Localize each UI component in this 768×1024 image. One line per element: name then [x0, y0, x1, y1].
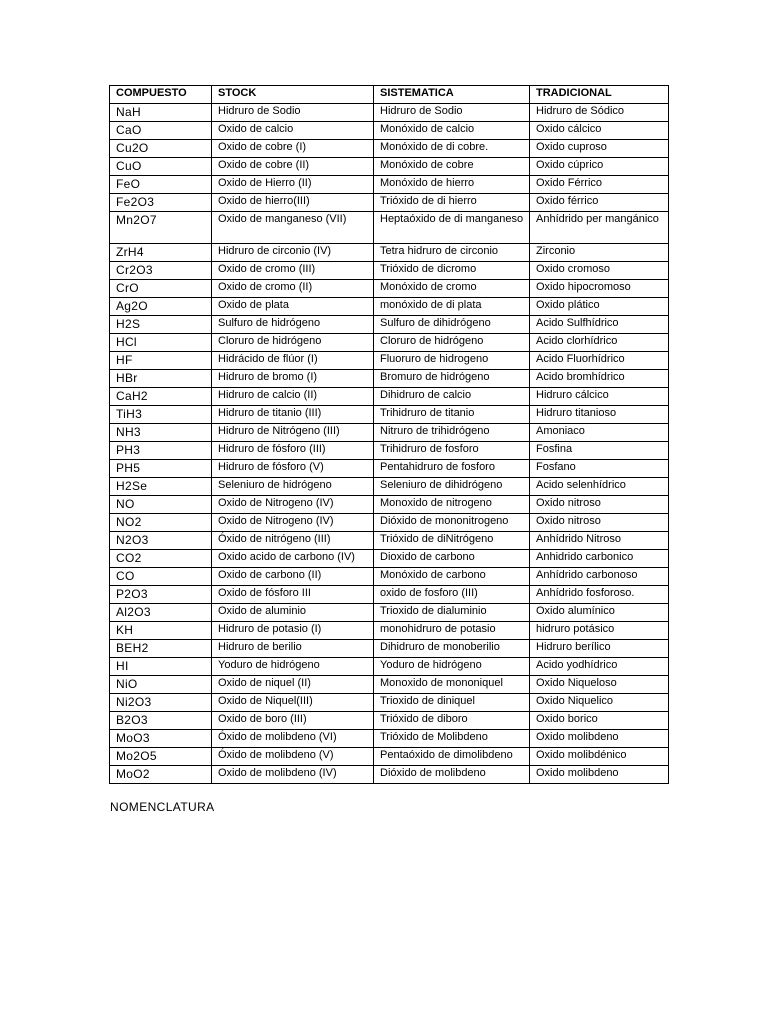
traditional-cell: Oxido molibdénico — [530, 748, 669, 766]
table-row — [110, 766, 669, 784]
traditional-cell: Zirconio — [530, 244, 669, 262]
table-row — [110, 550, 669, 568]
traditional-cell: Oxido hipocromoso — [530, 280, 669, 298]
table-row — [110, 194, 669, 212]
systematic-cell: Cloruro de hidrógeno — [374, 334, 530, 352]
stock-cell: Oxido de Niquel(III) — [212, 694, 374, 712]
systematic-cell: Dihidruro de monoberilio — [374, 640, 530, 658]
traditional-cell: Anhidrido carbonico — [530, 550, 669, 568]
table-row — [110, 568, 669, 586]
stock-cell: Oxido de molibdeno (IV) — [212, 766, 374, 784]
table-row — [110, 352, 669, 370]
table-row — [110, 712, 669, 730]
traditional-cell: Oxido cuproso — [530, 140, 669, 158]
header-compuesto: COMPUESTO — [110, 86, 212, 104]
traditional-cell: Oxido Niquelico — [530, 694, 669, 712]
stock-cell: Hidruro de fósforo (V) — [212, 460, 374, 478]
table-row — [110, 262, 669, 280]
table-row — [110, 604, 669, 622]
stock-cell: Oxido de plata — [212, 298, 374, 316]
nomenclature-table — [109, 85, 669, 784]
compound-cell: HI — [110, 658, 212, 676]
systematic-cell: Trióxido de Molibdeno — [374, 730, 530, 748]
systematic-cell: Monóxido de hierro — [374, 176, 530, 194]
traditional-cell: Anhídrido fosforoso. — [530, 586, 669, 604]
systematic-cell: Dihidruro de calcio — [374, 388, 530, 406]
stock-cell: Oxido de niquel (II) — [212, 676, 374, 694]
traditional-cell: Acido yodhídrico — [530, 658, 669, 676]
systematic-cell: Yoduro de hidrógeno — [374, 658, 530, 676]
stock-cell: Oxido de Hierro (II) — [212, 176, 374, 194]
compound-cell: PH5 — [110, 460, 212, 478]
systematic-cell: monóxido de di plata — [374, 298, 530, 316]
traditional-cell: Oxido cálcico — [530, 122, 669, 140]
compound-cell: Ni2O3 — [110, 694, 212, 712]
compound-cell: CaH2 — [110, 388, 212, 406]
compound-cell: FeO — [110, 176, 212, 194]
traditional-cell: Acido clorhídrico — [530, 334, 669, 352]
compound-cell: CO2 — [110, 550, 212, 568]
table-row — [110, 460, 669, 478]
systematic-cell: Bromuro de hidrógeno — [374, 370, 530, 388]
table-row — [110, 586, 669, 604]
stock-cell: Hidruro de calcio (II) — [212, 388, 374, 406]
table-row — [110, 622, 669, 640]
traditional-cell: Oxido plático — [530, 298, 669, 316]
stock-cell: Hidrácido de flúor (I) — [212, 352, 374, 370]
compound-cell: Al2O3 — [110, 604, 212, 622]
systematic-cell: Monóxido de carbono — [374, 568, 530, 586]
systematic-cell: Tetra hidruro de circonio — [374, 244, 530, 262]
traditional-cell: Anhídrido per mangánico — [530, 212, 669, 244]
traditional-cell: Anhídrido carbonoso — [530, 568, 669, 586]
systematic-cell: monohidruro de potasio — [374, 622, 530, 640]
traditional-cell: Oxido nitroso — [530, 514, 669, 532]
compound-cell: MoO2 — [110, 766, 212, 784]
table-row — [110, 514, 669, 532]
compound-cell: NO2 — [110, 514, 212, 532]
systematic-cell: Nitruro de trihidrógeno — [374, 424, 530, 442]
stock-cell: Seleniuro de hidrógeno — [212, 478, 374, 496]
traditional-cell: Oxido nitroso — [530, 496, 669, 514]
traditional-cell: hidruro potásico — [530, 622, 669, 640]
table-row — [110, 676, 669, 694]
systematic-cell: Trioxido de dialuminio — [374, 604, 530, 622]
systematic-cell: Monóxido de cobre — [374, 158, 530, 176]
systematic-cell: Monóxido de cromo — [374, 280, 530, 298]
compound-cell: B2O3 — [110, 712, 212, 730]
table-body — [110, 104, 669, 784]
compound-cell: Cu2O — [110, 140, 212, 158]
stock-cell: Cloruro de hidrógeno — [212, 334, 374, 352]
traditional-cell: Hidruro cálcico — [530, 388, 669, 406]
traditional-cell: Oxido borico — [530, 712, 669, 730]
stock-cell: Hidruro de Sodio — [212, 104, 374, 122]
traditional-cell: Anhídrido Nitroso — [530, 532, 669, 550]
compound-cell: H2Se — [110, 478, 212, 496]
table-row — [110, 748, 669, 766]
traditional-cell: Oxido férrico — [530, 194, 669, 212]
table-row — [110, 406, 669, 424]
stock-cell: Oxido de Nitrogeno (IV) — [212, 496, 374, 514]
table-row — [110, 640, 669, 658]
systematic-cell: Dioxido de carbono — [374, 550, 530, 568]
compound-cell: TiH3 — [110, 406, 212, 424]
compound-cell: HCl — [110, 334, 212, 352]
table-row — [110, 104, 669, 122]
stock-cell: Óxido de molibdeno (V) — [212, 748, 374, 766]
stock-cell: Oxido de hierro(III) — [212, 194, 374, 212]
systematic-cell: Pentahidruro de fosforo — [374, 460, 530, 478]
header-tradicional: TRADICIONAL — [530, 86, 669, 104]
compound-cell: Cr2O3 — [110, 262, 212, 280]
stock-cell: Óxido de nitrógeno (III) — [212, 532, 374, 550]
compound-cell: CrO — [110, 280, 212, 298]
table-row — [110, 176, 669, 194]
systematic-cell: Seleniuro de dihidrógeno — [374, 478, 530, 496]
systematic-cell: Fluoruro de hidrogeno — [374, 352, 530, 370]
table-row — [110, 532, 669, 550]
systematic-cell: Trióxido de diNitrógeno — [374, 532, 530, 550]
compound-cell: Fe2O3 — [110, 194, 212, 212]
stock-cell: Hidruro de potasio (I) — [212, 622, 374, 640]
table-row — [110, 122, 669, 140]
stock-cell: Oxido de manganeso (VII) — [212, 212, 374, 244]
compound-cell: NH3 — [110, 424, 212, 442]
stock-cell: Oxido de carbono (II) — [212, 568, 374, 586]
systematic-cell: Trihidruro de titanio — [374, 406, 530, 424]
compound-cell: CO — [110, 568, 212, 586]
table-row — [110, 424, 669, 442]
stock-cell: Hidruro de fósforo (III) — [212, 442, 374, 460]
systematic-cell: Monoxido de nitrogeno — [374, 496, 530, 514]
table-row — [110, 244, 669, 262]
table-row — [110, 730, 669, 748]
compound-cell: ZrH4 — [110, 244, 212, 262]
stock-cell: Oxido de aluminio — [212, 604, 374, 622]
table-row — [110, 658, 669, 676]
stock-cell: Oxido de cobre (II) — [212, 158, 374, 176]
compound-cell: P2O3 — [110, 586, 212, 604]
stock-cell: Hidruro de bromo (I) — [212, 370, 374, 388]
compound-cell: MoO3 — [110, 730, 212, 748]
stock-cell: Óxido de molibdeno (VI) — [212, 730, 374, 748]
traditional-cell: Acido Fluorhídrico — [530, 352, 669, 370]
systematic-cell: Monóxido de di cobre. — [374, 140, 530, 158]
header-stock: STOCK — [212, 86, 374, 104]
traditional-cell: Acido bromhídrico — [530, 370, 669, 388]
compound-cell: HF — [110, 352, 212, 370]
compound-cell: HBr — [110, 370, 212, 388]
traditional-cell: Oxido molibdeno — [530, 730, 669, 748]
compound-cell: Mo2O5 — [110, 748, 212, 766]
compound-cell: PH3 — [110, 442, 212, 460]
compound-cell: BEH2 — [110, 640, 212, 658]
traditional-cell: Oxido cúprico — [530, 158, 669, 176]
header-sistematica: SISTEMATICA — [374, 86, 530, 104]
traditional-cell: Acido Sulfhídrico — [530, 316, 669, 334]
stock-cell: Hidruro de circonio (IV) — [212, 244, 374, 262]
stock-cell: Oxido de Nitrogeno (IV) — [212, 514, 374, 532]
systematic-cell: Hidruro de Sodio — [374, 104, 530, 122]
traditional-cell: Fosfano — [530, 460, 669, 478]
stock-cell: Oxido de boro (III) — [212, 712, 374, 730]
stock-cell: Oxido de cromo (III) — [212, 262, 374, 280]
systematic-cell: Monóxido de calcio — [374, 122, 530, 140]
table-row — [110, 334, 669, 352]
table-row — [110, 280, 669, 298]
systematic-cell: Trihidruro de fosforo — [374, 442, 530, 460]
compound-cell: Ag2O — [110, 298, 212, 316]
systematic-cell: oxido de fosforo (III) — [374, 586, 530, 604]
traditional-cell: Hidruro titanioso — [530, 406, 669, 424]
traditional-cell: Oxido Niqueloso — [530, 676, 669, 694]
page-title: NOMENCLATURA — [110, 800, 215, 814]
stock-cell: Hidruro de Nitrógeno (III) — [212, 424, 374, 442]
table-row — [110, 442, 669, 460]
stock-cell: Oxido de cobre (I) — [212, 140, 374, 158]
stock-cell: Hidruro de titanio (III) — [212, 406, 374, 424]
table-row — [110, 158, 669, 176]
table-row — [110, 388, 669, 406]
table-header-row — [110, 86, 669, 104]
traditional-cell: Fosfina — [530, 442, 669, 460]
table-row — [110, 298, 669, 316]
compound-cell: NiO — [110, 676, 212, 694]
stock-cell: Oxido de fósforo III — [212, 586, 374, 604]
compound-cell: NO — [110, 496, 212, 514]
systematic-cell: Heptaóxido de di manganeso — [374, 212, 530, 244]
systematic-cell: Trioxido de diniquel — [374, 694, 530, 712]
traditional-cell: Hidruro berílico — [530, 640, 669, 658]
traditional-cell: Oxido Férrico — [530, 176, 669, 194]
systematic-cell: Monoxido de mononiquel — [374, 676, 530, 694]
table-row — [110, 496, 669, 514]
table-row — [110, 212, 669, 244]
compound-cell: CaO — [110, 122, 212, 140]
systematic-cell: Dióxido de molibdeno — [374, 766, 530, 784]
stock-cell: Oxido acido de carbono (IV) — [212, 550, 374, 568]
stock-cell: Oxido de calcio — [212, 122, 374, 140]
stock-cell: Sulfuro de hidrógeno — [212, 316, 374, 334]
traditional-cell: Oxido molibdeno — [530, 766, 669, 784]
compound-cell: H2S — [110, 316, 212, 334]
stock-cell: Oxido de cromo (II) — [212, 280, 374, 298]
systematic-cell: Dióxido de mononitrogeno — [374, 514, 530, 532]
systematic-cell: Trióxido de dicromo — [374, 262, 530, 280]
traditional-cell: Hidruro de Sódico — [530, 104, 669, 122]
table-row — [110, 694, 669, 712]
systematic-cell: Trióxido de diboro — [374, 712, 530, 730]
compound-cell: NaH — [110, 104, 212, 122]
traditional-cell: Oxido alumínico — [530, 604, 669, 622]
compound-cell: Mn2O7 — [110, 212, 212, 244]
systematic-cell: Trióxido de di hierro — [374, 194, 530, 212]
traditional-cell: Acido selenhídrico — [530, 478, 669, 496]
compound-cell: CuO — [110, 158, 212, 176]
traditional-cell: Oxido cromoso — [530, 262, 669, 280]
table-row — [110, 316, 669, 334]
compound-cell: N2O3 — [110, 532, 212, 550]
stock-cell: Yoduro de hidrógeno — [212, 658, 374, 676]
systematic-cell: Sulfuro de dihidrógeno — [374, 316, 530, 334]
stock-cell: Hidruro de berilio — [212, 640, 374, 658]
table-row — [110, 478, 669, 496]
traditional-cell: Amoniaco — [530, 424, 669, 442]
compound-cell: KH — [110, 622, 212, 640]
table-row — [110, 370, 669, 388]
systematic-cell: Pentaóxido de dimolibdeno — [374, 748, 530, 766]
table-row — [110, 140, 669, 158]
